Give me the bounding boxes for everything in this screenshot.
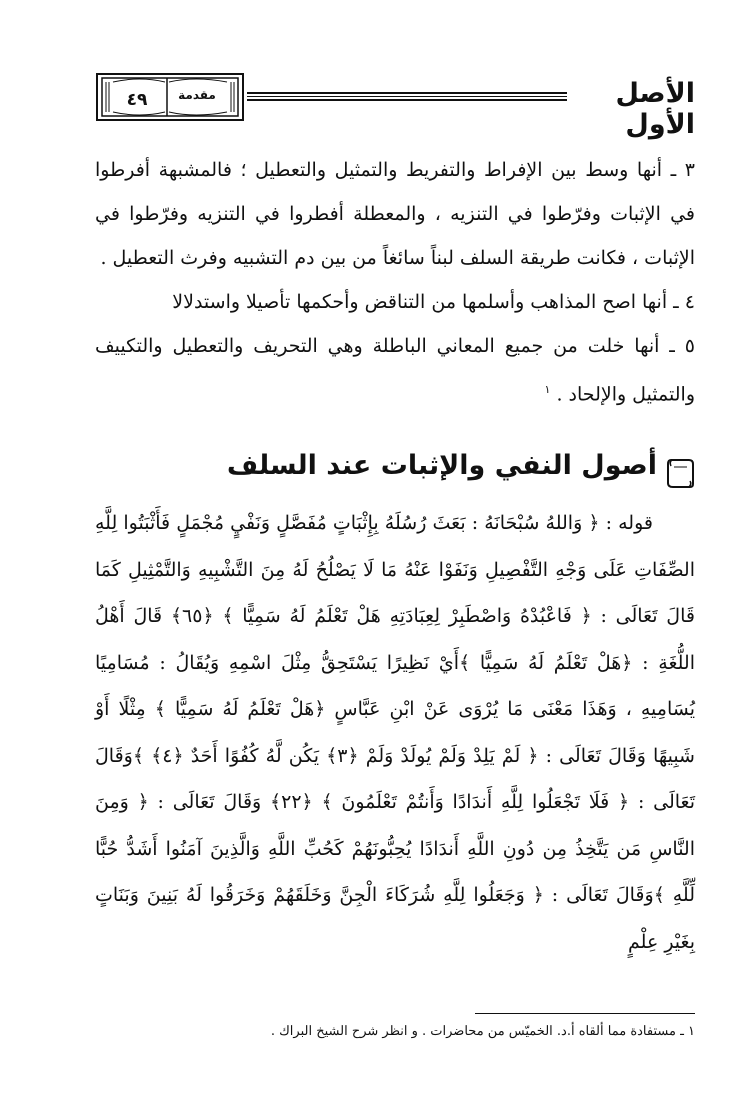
running-title: الأصل الأول [615, 78, 695, 140]
header-rule [247, 92, 567, 106]
footnote: ١ ـ مستفادة مما ألقاه أ.د. الخميّس من محاضرات . و انظر شرح الشيخ البراك . [270, 1024, 695, 1039]
main-paragraph [95, 500, 695, 965]
paragraph: قوله : ﴿ وَاللهُ سُبْحَانَهُ : بَعَثَ رُسُلَهُ بِإِثْبَاتٍ مُفَصَّلٍ وَنَفْيٍ مُجْمَلٍ فَأَثْبَتُوا لِلَّهِ الصِّفَاتِ عَلَى وَجْهِ التَّفْصِيلِ وَنَفَوْا عَنْهُ مَا لَا يَصْلُحُ لَهُ مِنَ التَّشْبِيهِ وَالتَّمْثِيلِ كَمَا قَالَ تَعَالَى : ﴿ فَاعْبُدْهُ وَاصْطَبِرْ لِعِبَادَتِهِ هَلْ تَعْلَمُ لَهُ سَمِيًّا ﴾ ﴿٦٥﴾ قَالَ أَهْلُ اللُّغَةِ : ﴿هَلْ تَعْلَمُ لَهُ سَمِيًّا ﴾أَيْ نَظِيرًا يَسْتَحِقُّ مِثْلَ اسْمِهِ وَيُقَالُ : مُسَامِيًا يُسَامِيهِ ، وَهَذَا مَعْنَى مَا يُرْوَى عَنْ ابْنِ عَبَّاسٍ ﴿هَلْ تَعْلَمُ لَهُ سَمِيًّا ﴾ مِثْلًا أَوْ شَبِيهًا وَقَالَ تَعَالَى : ﴿ لَمْ يَلِدْ وَلَمْ يُولَدْ وَلَمْ ﴿٣﴾ يَكُن لَّهُ كُفُوًا أَحَدٌ ﴿٤﴾ ﴾وَقَالَ تَعَالَى : ﴿ فَلَا تَجْعَلُوا لِلَّهِ أَندَادًا وَأَنتُمْ تَعْلَمُونَ ﴾ ﴿٢٢﴾ وَقَالَ تَعَالَى : ﴿ وَمِنَ النَّاسِ مَن يَتَّخِذُ مِن دُونِ اللَّهِ أَندَادًا يُحِبُّونَهُمْ كَحُبِّ اللَّهِ وَالَّذِينَ آمَنُوا أَشَدُّ حُبًّا لِّلَّهِ ﴾وَقَالَ تَعَالَى : ﴿ وَجَعَلُوا لِلَّهِ شُرَكَاءَ الْجِنَّ وَخَلَقَهُمْ وَخَرَقُوا لَهُ بَنِينَ وَبَنَاتٍ بِغَيْرِ عِلْمٍ [95, 512, 696, 953]
running-header [95, 62, 695, 140]
section-heading [95, 450, 695, 500]
list-item [95, 324, 695, 416]
list-item: ٤ ـ أنها اصح المذاهب وأسلمها من التناقض وأحكمها تأصيلا واستدلالا [172, 291, 695, 313]
section-heading-text: أصول النفي والإثبات عند السلف [226, 450, 657, 481]
section-stamp: مقدمة [178, 88, 216, 102]
scroll-icon [665, 456, 695, 490]
footnote-marker: ١ [544, 383, 551, 396]
list-item: ٣ ـ أنها وسط بين الإفراط والتفريط والتمثيل والتعطيل ؛ فالمشبهة أفرطوا في الإثبات وفرّطوا في التنزيه ، والمعطلة أفطروا في التنزيه وفرّطوا في الإثبات ، فكانت طريقة السلف لبناً سائغاً من بين دم التشبيه وفرث التعطيل . [95, 159, 695, 269]
list-item-text: ٥ ـ أنها خلت من جميع المعاني الباطلة وهي التحريف والتعطيل والتكييف والتمثيل والإلحاد . [95, 335, 695, 406]
intro-list [95, 148, 695, 416]
page-number: ٤٩ [126, 90, 148, 110]
page-number-book-icon [95, 72, 245, 122]
footnote-divider [475, 1013, 695, 1014]
